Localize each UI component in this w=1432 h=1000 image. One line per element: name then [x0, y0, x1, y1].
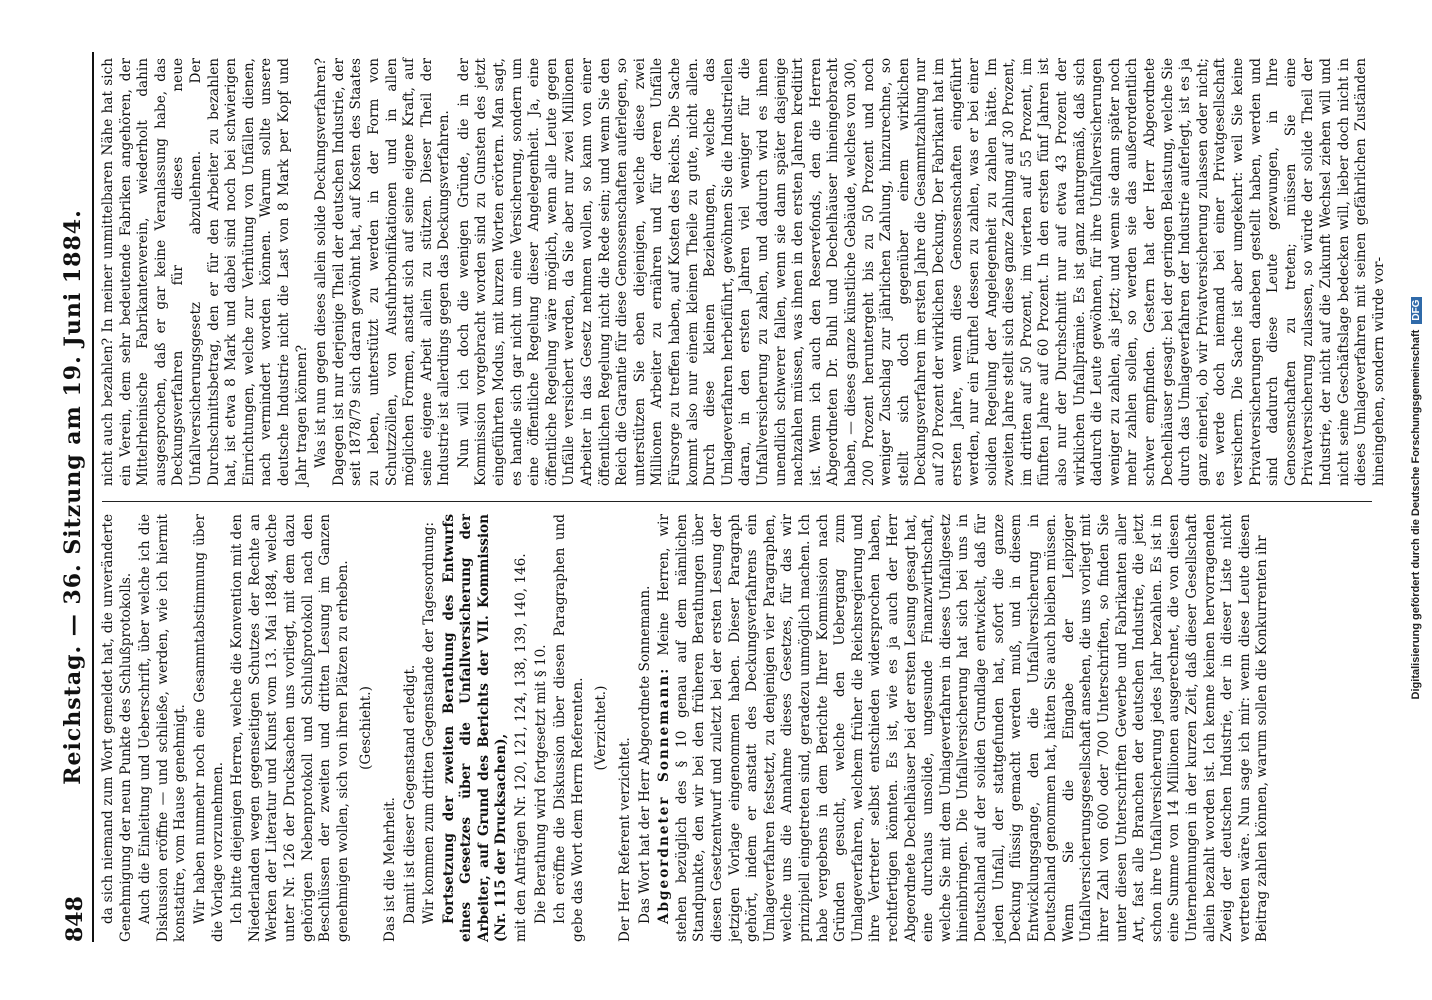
column-right [100, 58, 1390, 486]
running-head [58, 52, 94, 942]
stage-direction: (Verzichtet.) [593, 685, 610, 771]
header-title: Reichstag. — 36. Sitzung am 19. Juni 1884. [60, 209, 86, 785]
credit-text: Digitalisierung gefördert durch die Deutsche Forschungsgemeinschaft [1410, 329, 1422, 700]
agenda-item: Fortsetzung der zweiten Berathung des Entwurfs eines Gesetzes über die Unfallversicherung der Arbeiter, auf Grund des Berichts der VII. Kommission (Nr. 115 der Drucksachen), [440, 514, 510, 942]
paragraph: Das ist die Mehrheit. [381, 797, 398, 942]
paragraph: Wir haben nunmehr noch eine Gesammtabstimmung über die Vorlage vorzunehmen. [191, 514, 226, 942]
stage-direction: (Geschieht.) [358, 686, 375, 770]
paragraph: mit den Anträgen Nr. 120, 121, 124, 138, 139, 140, 146. [513, 553, 530, 942]
paragraph: nicht auch bezahlen? In meiner unmittelbaren Nähe hat sich ein Verein, dem sehr bedeutende Fabriken angehören, der Mittelrheinische Fabrikantenverein, wiederholt dahin ausgesprochen, daß er gar keine Veranlassung habe, das Deckungsverfahren für dieses neue Unfallversicherungsgesetz abzulehnen. Der Durchschnittsbetrag, den er für den Arbeiter zu bezahlen hat, ist etwa 8 Mark und dabei sind noch bei schwierigen Einrichtungen, welche zur Verhütung von Unfällen dienen, nach vermindert worden können. Warum sollte unsere deutsche Industrie nicht die Last von 8 Mark per Kopf und Jahr tragen können? [100, 58, 310, 486]
paragraph: Der Herr Referent verzichtet. [617, 737, 634, 942]
paragraph: Was ist nun gegen dieses allein solide Deckungsverfahren? Dagegen ist nur derjenige Theil der deutschen Industrie, der seit 1878/79 sich daran gewöhnt hat, auf Kosten des Staates zu leben, unterstützt zu werden in der Form von Schutzzöllen, von Ausfuhrbonifikationen und in allen möglichen Formen, anstatt sich auf seine eigene Kraft, auf seine eigene Arbeit allein zu stützen. Dieser Theil der Industrie ist allerdings gegen das Deckungsverfahren. [313, 58, 453, 486]
column-divider [102, 501, 1372, 502]
paragraph: Wir kommen zum dritten Gegenstande der Tagesordnung: [421, 521, 438, 924]
document-page [30, 10, 1402, 990]
paragraph: Die Berathung wird fortgesetzt mit § 10. [532, 644, 549, 924]
speaker-name: Abgeordneter Sonnemann: [656, 666, 673, 924]
dfg-logo: DFG [1411, 297, 1422, 324]
paragraph: Damit ist dieser Gegenstand erledigt. [401, 664, 418, 924]
column-left [100, 514, 1274, 942]
paragraph: Ich bitte diejenigen Herren, welche die Konvention mit den Niederlanden wegen gegenseitigen Schutzes der Rechte an Werken der Literatur und Kunst vom 13. Mai 1884, welche unter Nr. 126 der Drucksachen uns vorliegt, mit dem dazu gehörigen Nebenprotokoll und Schlußprotokoll nach den Beschlüssen der zweiten und dritten Lesung im Ganzen genehmigen wollen, sich von ihren Plätzen zu erheben. [229, 514, 351, 942]
paragraph: Das Wort hat der Herr Abgeordnete Sonnemann. [636, 585, 653, 924]
speech-text: Meine Herren, wir stehen bezüglich des § 10 genau auf dem nämlichen Standpunkte, den wir bei den früheren Berathungen über diesen Gesetzentwurf und zuletzt bei der ersten Lesung der jetzigen Vorlage eingenommen haben. Dieser Paragraph gehört, indem er anstatt des Deckungsverfahrens ein Umlageverfahren festsetzt, zu denjenigen vier Paragraphen, welche uns die Annahme dieses Gesetzes, für das wir prinzipiell eingetreten sind, geradezu unmöglich machen. Ich habe vergebens in dem Berichte Ihrer Kommission nach Gründen gesucht, welche den Uebergang zum Umlageverfahren, welchem früher die Reichsregierung und ihre Vertreter selbst entschieden widersprochen haben, rechtfertigen könnten. Es ist, wie es ja auch der Herr Abgeordnete Dechelhäuser bei der ersten Lesung gesagt hat, eine durchaus unsolide, ungesunde Finanzwirthschaft, welche Sie mit dem Umlageverfahren in dieses Unfallgesetz hineinbringen. Die Unfallversicherung hat sich bei uns in Deutschland auf der soliden Grundlage entwickelt, daß für jeden Unfall, der stattgefunden hat, sofort die ganze Deckung flüssig gemacht werden muß, und in diesem Entwicklungsgange, den die Unfallversicherung in Deutschland genommen hat, hätten Sie auch bleiben müssen. Wenn Sie die Eingabe der Leipziger Unfallversicherungsgesellschaft ansehen, die uns vorliegt mit ihrer Zahl von 600 oder 700 Unterschriften, so finden Sie unter diesen Unterschriften Gewerbe und Fabrikanten aller Art, fast alle Branchen der deutschen Industrie, die jetzt schon ihre Unfallversicherung jedes Jahr bezahlen. Es ist in eine Summe von 14 Millionen ausgerechnet, die von diesen Unternehmungen in der kurzen Zeit, daß dieser Gesellschaft allein bezahlt worden ist. Ich kenne keinen hervorragenden Zweig der deutschen Industrie, der in dieser Liste nicht vertreten wäre. Nun sage ich mir: wenn diese Leute diesen Beitrag zahlen können, warum sollen die Konkurrenten ihr [656, 514, 1271, 942]
paragraph: Auch die Einleitung und Ueberschrift, über welche ich die Diskussion eröffne — und schließe, werden, wie ich hiermit konstatire, vom Hause genehmigt. [137, 514, 189, 942]
paragraph: Ich eröffne die Diskussion über diesen Paragraphen und gebe das Wort dem Herrn Referenten. [552, 514, 586, 942]
paragraph [656, 514, 1272, 942]
paragraph: Nun will ich doch die wenigen Gründe, die in der Kommission vorgebracht worden sind zu Gunsten des jetzt eingeführten Modus, mit kurzen Worten erörtern. Man sagt, es handle sich gar nicht um eine Versicherung, sondern um eine öffentliche Regelung dieser Angelegenheit. Ja, eine öffentliche Regelung wäre möglich, wenn alle Leute gegen Unfälle versichert werden, da Sie aber nur zwei Millionen Arbeiter in das Gesetz nehmen wollen, so kann von einer öffentlichen Regelung nicht die Rede sein; und wenn Sie den Reich die Garantie für diese Genossenschaften auferlegen, so unterstützen Sie eben diejenigen, welche diese zwei Millionen Arbeiter zu ernähren und für deren Unfälle Fürsorge zu treffen haben, auf Kosten des Reichs. Die Sache kommt also nur einem kleinen Theile zu gute, nicht allen. Durch diese kleinen Beziehungen, welche das Umlageverfahren herbeiführt, gewöhnen Sie die Industriellen daran, in den ersten Jahren viel weniger für die Unfallversicherung zu zahlen, und dadurch wird es ihnen unendlich schwerer fallen, wenn sie dann später dasjenige nachzahlen müssen, was ihnen in den ersten Jahren kreditirt ist. Wenn ich auch den Reservefonds, den die Herren Abgeordneten Dr. Buhl und Dechelhäuser hineingebracht haben, — dieses ganze künstliche Gebäude, welches von 300, 200 Prozent heruntergeht bis zu 50 Prozent und noch weniger Zuschlag zur jährlichen Zahlung, hinzurechne, so stellt sich doch gegenüber einem wirklichen Deckungsverfahren im ersten Jahre die Gesammtzahlung nur auf 20 Prozent der wirklichen Deckung. Der Fabrikant hat im ersten Jahre, wenn diese Genossenschaften eingeführt werden, nur ein Fünftel dessen zu zahlen, was er bei einer soliden Regelung der Angelegenheit zu zahlen hätte. Im zweiten Jahre stellt sich diese ganze Zahlung auf 30 Prozent, im dritten auf 50 Prozent, im vierten auf 55 Prozent, im fünften Jahre auf 60 Prozent. In den ersten fünf Jahren ist also nur der Durchschnitt nur auf etwa 43 Prozent der wirklichen Unfallprämie. Es ist ganz naturgemäß, daß sich dadurch die Leute gewöhnen, für ihre Unfallversicherungen weniger zu zahlen, als jetzt; und wenn sie dann später noch mehr zahlen sollen, so werden sie das außerordentlich schwer empfinden. Gestern hat der Herr Abgeordnete Dechelhäuser gesagt: bei der geringen Belastung, welche Sie durch das Umlageverfahren der Industrie auferlegt, ist es ja ganz einerlei, ob wir Privatversicherung zulassen oder nicht; es werde doch niemand bei einer Privatgesellschaft versichern. Die Sache ist aber umgekehrt: weil Sie keine Privatversicherungen daneben gestellt haben, werden und sind dadurch diese Leute gezwungen, in Ihre Genossenschaften zu treten; müssen Sie eine Privatversicherung zulassen, so würde der solide Theil der Industrie, der nicht auf die Zukunft Wechsel ziehen will und nicht seine Geschäftslage bedecken will, lieber doch nicht in dieses Umlageverfahren mit seinen gefährlichen Zuständen hineingehen, sondern würde vor- [455, 58, 1387, 486]
digitization-credit [1410, 148, 1422, 848]
page-number: 848 [62, 896, 88, 942]
paragraph: da sich niemand zum Wort gemeldet hat, die unveränderte Genehmigung der neun Punkte des Schlußprotokolls. [100, 514, 134, 942]
digitization-credit-strip [1400, 0, 1432, 1000]
